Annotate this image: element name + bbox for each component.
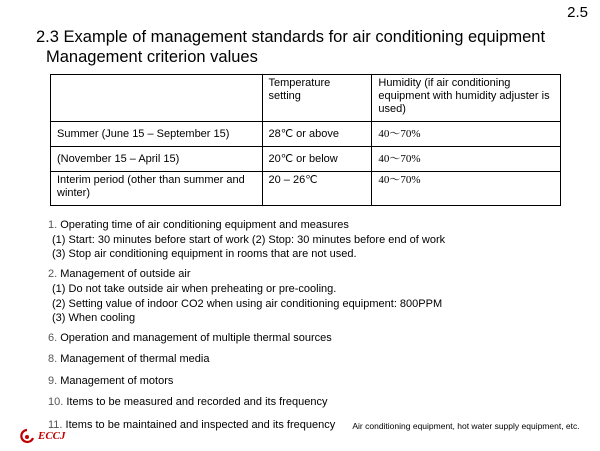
list-item xyxy=(48,418,335,433)
page-number: 2.5 xyxy=(567,4,588,21)
list-subitem: (3) When cooling xyxy=(52,312,136,324)
table-cell: 20 – 26℃ xyxy=(262,172,372,206)
list-text: Items to be maintained and inspected and its frequency xyxy=(65,419,336,431)
list-item xyxy=(48,352,209,367)
list-number: 11. xyxy=(48,419,63,431)
list-text: Management of thermal media xyxy=(60,353,210,365)
table-cell: 40～70% xyxy=(372,122,561,147)
table-row xyxy=(51,147,561,172)
table-row xyxy=(51,122,561,147)
list-number: 2. xyxy=(48,268,58,280)
list-number: 9. xyxy=(48,375,58,387)
list-subitem: (1) Start: 30 minutes before start of work (2) Stop: 30 minutes before end of work xyxy=(52,234,446,246)
list-item xyxy=(48,331,332,346)
list-subitem: (1) Do not take outside air when preheating or pre-cooling. xyxy=(52,283,337,295)
list-text: Items to be measured and recorded and its frequency xyxy=(66,396,328,408)
eccj-logo xyxy=(18,428,88,444)
footer-note: Air conditioning equipment, hot water supply equipment, etc. xyxy=(352,421,580,431)
page-subtitle: Management criterion values xyxy=(46,48,258,66)
table-cell: 20℃ or below xyxy=(262,147,372,172)
list-subitem: (2) Setting value of indoor CO2 when using air conditioning equipment: 800PPM xyxy=(52,298,443,310)
list-item xyxy=(48,395,327,410)
page-title: 2.3 Example of management standards for air conditioning equipment xyxy=(36,28,546,46)
table-cell: 28℃ or above xyxy=(262,122,372,147)
table-row xyxy=(51,172,561,206)
table-header-cell: Humidity (if air conditioning equipment with humidity adjuster is used) xyxy=(372,75,561,122)
list-number: 1. xyxy=(48,219,58,231)
list-text: Operating time of air conditioning equipment and measures xyxy=(60,219,349,231)
table-header-cell: Temperature setting xyxy=(262,75,372,122)
list-item xyxy=(48,267,191,282)
table-cell: Summer (June 15 – September 15) xyxy=(51,122,263,147)
table-cell: 40～70% xyxy=(372,147,561,172)
table-cell: (November 15 – April 15) xyxy=(51,147,263,172)
table-header-cell xyxy=(51,75,263,122)
list-item xyxy=(48,218,349,233)
eccj-logo-icon xyxy=(18,428,36,444)
table-cell: Interim period (other than summer and winter) xyxy=(51,172,263,206)
list-text: Management of outside air xyxy=(60,268,191,280)
list-number: 8. xyxy=(48,353,58,365)
logo-text: ECCJ xyxy=(38,430,66,442)
list-number: 10. xyxy=(48,396,64,408)
table-header-row xyxy=(51,75,561,122)
list-subitem: (3) Stop air conditioning equipment in rooms that are not used. xyxy=(52,248,357,260)
list-item xyxy=(48,374,173,389)
list-text: Management of motors xyxy=(60,375,174,387)
criterion-table xyxy=(50,74,561,206)
list-text: Operation and management of multiple thermal sources xyxy=(60,332,332,344)
list-number: 6. xyxy=(48,332,58,344)
table-cell: 40～70% xyxy=(372,172,561,206)
